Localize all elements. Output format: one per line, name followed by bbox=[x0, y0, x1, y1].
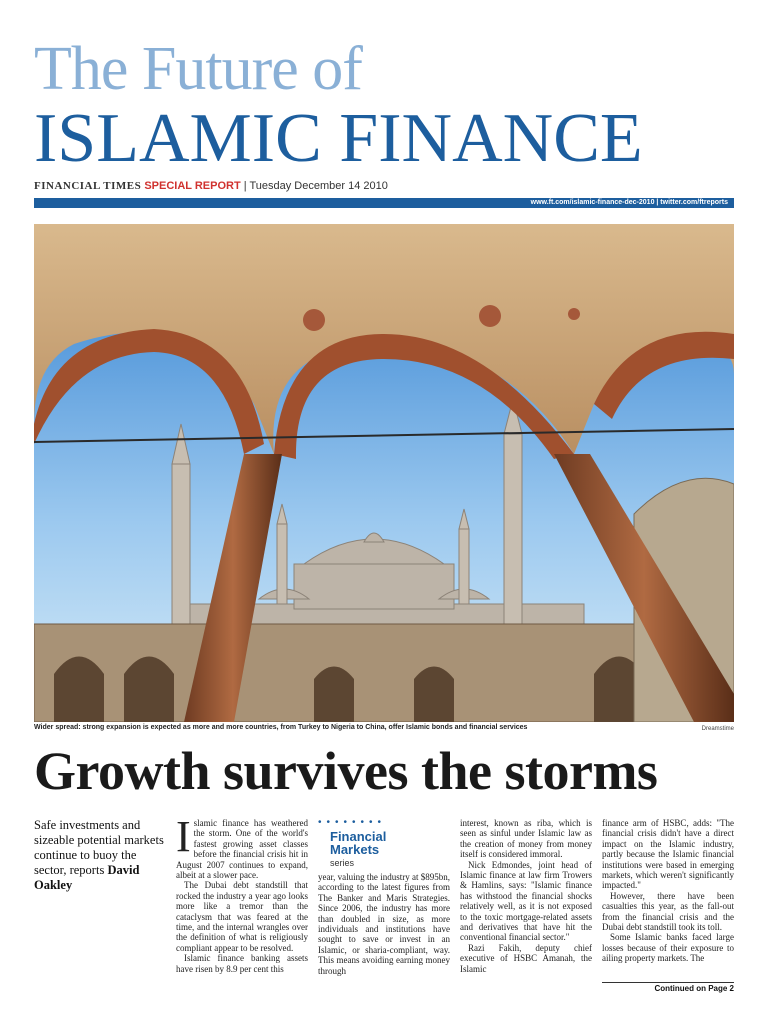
photo-caption: Wider spread: strong expansion is expected as more and more countries, from Turkey to Nigeria to China, offer Islamic bonds and financial services bbox=[34, 724, 528, 731]
standfirst bbox=[34, 818, 164, 893]
col4-para-1: finance arm of HSBC, adds: "The financial crisis didn't have a direct impact on the Islamic industry, partly because the Islamic financial institutions were based in emerging markets, which weren't significantly impacted." bbox=[602, 818, 734, 891]
photo-credit: Dreamstime bbox=[701, 726, 734, 732]
series-dots: •••••••• bbox=[318, 817, 387, 828]
mosque-photo bbox=[34, 224, 734, 722]
kicker-title: The Future of bbox=[34, 35, 362, 103]
column-1 bbox=[176, 812, 308, 974]
issue-date: Tuesday December 14 2010 bbox=[249, 180, 388, 192]
col2-para-1: year, valuing the industry at $895bn, according to the latest figures from The Banker and Maris Strategies. Since 2006, the industry has more than doubled in size, as more individuals and institutions have sought to save or invest in an Islamic, or sharia-compliant, way. This means avoiding earning money through bbox=[318, 872, 450, 976]
standfirst-text: Safe investments and sizeable potential markets continue to buoy the sector, reports bbox=[34, 818, 164, 877]
col1-para-1: slamic finance has weathered the storm. One of the world's fastest growing asset classes before the financial crisis hit in August 2007 continues to expand, albeit at a slower pace. bbox=[176, 818, 308, 881]
continued-rule bbox=[602, 982, 734, 983]
column-4 bbox=[602, 818, 734, 964]
links-bar bbox=[34, 198, 734, 208]
mosque-illustration bbox=[34, 224, 734, 722]
col3-para-2: Nick Edmondes, joint head of Islamic finance at law firm Trowers & Hamlins, says: "Islamic finance has withstood the financial shocks relatively well, as it is not exposed to the toxic mortgage-related assets and derivatives that have hit the conventional financial sector." bbox=[460, 859, 592, 943]
column-3 bbox=[460, 818, 592, 974]
dropcap: I bbox=[176, 812, 191, 861]
series-label: series bbox=[330, 858, 355, 868]
col1-para-3: Islamic finance banking assets have risen by 8.9 per cent this bbox=[176, 953, 308, 974]
brand-name: FINANCIAL TIMES bbox=[34, 180, 142, 192]
col3-para-1: interest, known as riba, which is seen as sinful under Islamic law as the creation of money from money itself is considered immoral. bbox=[460, 818, 592, 860]
links-text[interactable]: www.ft.com/islamic-finance-dec-2010 | twitter.com/ftreports bbox=[530, 199, 728, 206]
masthead-separator: | bbox=[243, 180, 247, 192]
masthead bbox=[34, 180, 388, 192]
series-name-2: Markets bbox=[330, 842, 380, 857]
col4-para-3: Some Islamic banks faced large losses because of their exposure to ailing property markets. The bbox=[602, 932, 734, 964]
col1-para-2: The Dubai debt standstill that rocked the industry a year ago looks more like a tremor than the cataclysm that was feared at the time, and the internal wrangles over the definition of what is religiously compliant appear to be resolved. bbox=[176, 880, 308, 953]
series-name-1: Financial bbox=[330, 829, 387, 844]
byline: David Oakley bbox=[34, 863, 140, 892]
column-2 bbox=[318, 872, 450, 976]
story-headline: Growth survives the storms bbox=[34, 741, 658, 801]
col4-para-2: However, there have been casualties this year, as the fall-out from the financial crisis and the Dubai debt standstill took its toll. bbox=[602, 890, 734, 933]
continued-link[interactable]: Continued on Page 2 bbox=[654, 984, 734, 993]
col3-para-3: Razi Fakih, deputy chief executive of HSBC Amanah, the Islamic bbox=[460, 942, 592, 974]
special-report-label: SPECIAL REPORT bbox=[144, 180, 241, 192]
main-headline: ISLAMIC FINANCE bbox=[34, 100, 643, 177]
series-badge bbox=[318, 818, 450, 868]
